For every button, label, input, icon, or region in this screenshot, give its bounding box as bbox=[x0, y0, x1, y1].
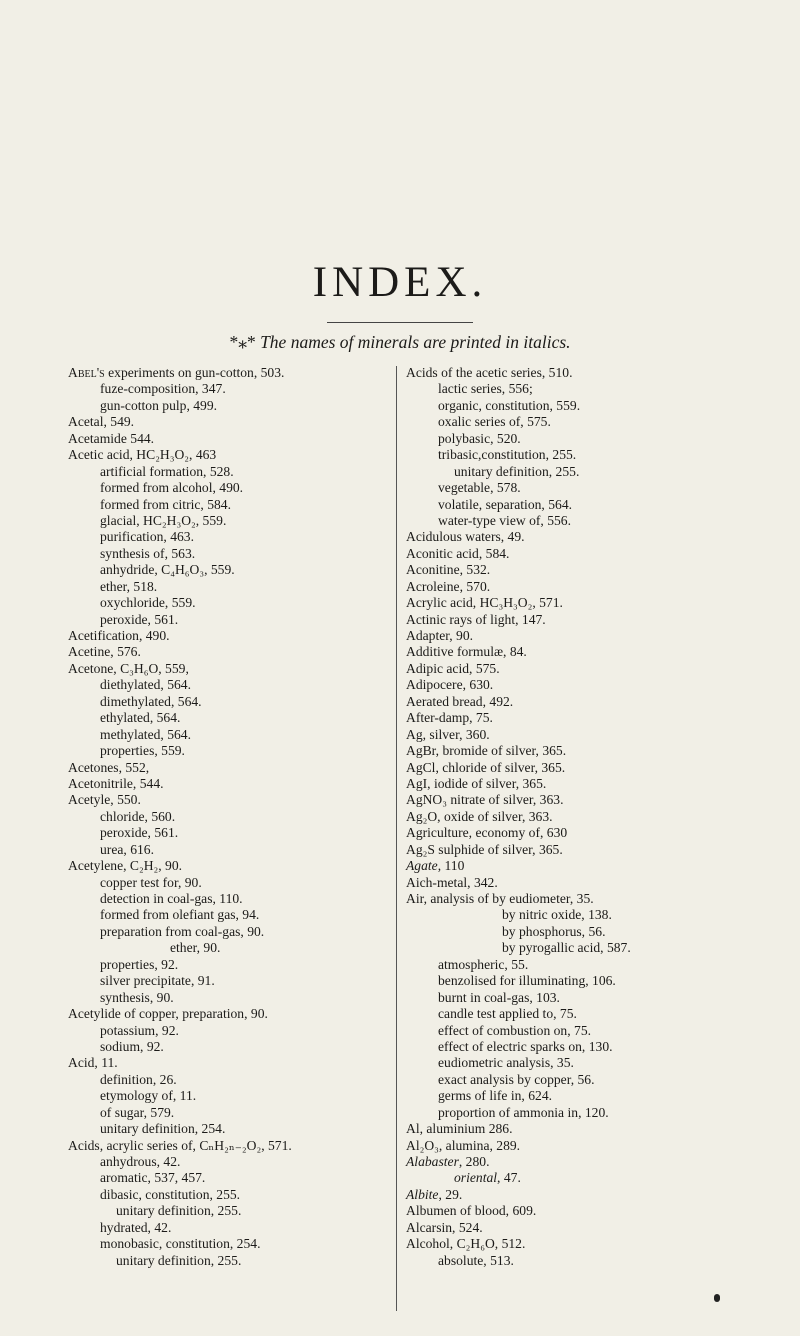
title-rule bbox=[327, 322, 473, 323]
index-entry: tribasic,constitution, 255. bbox=[438, 447, 577, 463]
index-entry: urea, 616. bbox=[100, 841, 154, 857]
index-entry: burnt in coal-gas, 103. bbox=[438, 989, 560, 1005]
index-entry: glacial, HC₂H₃O₂, 559. bbox=[100, 512, 227, 528]
index-entry: Aconitine, 532. bbox=[406, 562, 491, 578]
index-entry: Al, aluminium 286. bbox=[406, 1121, 513, 1137]
index-entry: Al₂O₃, alumina, 289. bbox=[406, 1137, 521, 1153]
index-entry: formed from olefiant gas, 94. bbox=[100, 907, 260, 923]
index-entry: synthesis, 90. bbox=[100, 989, 174, 1005]
index-entry: definition, 26. bbox=[100, 1071, 177, 1087]
index-entry: potassium, 92. bbox=[100, 1022, 179, 1038]
index-entry: oriental, 47. bbox=[454, 1170, 521, 1186]
index-entry: by phosphorus, 56. bbox=[502, 923, 606, 939]
index-column-right bbox=[406, 365, 746, 1269]
index-entry: Acetamide 544. bbox=[68, 430, 155, 446]
index-entry: candle test applied to, 75. bbox=[438, 1006, 577, 1022]
index-entry: diethylated, 564. bbox=[100, 677, 191, 693]
index-entry: copper test for, 90. bbox=[100, 874, 202, 890]
index-entry: fuze-composition, 347. bbox=[100, 381, 226, 397]
index-entry: unitary definition, 255. bbox=[116, 1252, 242, 1268]
index-entry: polybasic, 520. bbox=[438, 430, 521, 446]
index-entry: silver precipitate, 91. bbox=[100, 973, 215, 989]
index-entry: dibasic, constitution, 255. bbox=[100, 1186, 241, 1202]
index-entry: etymology of, 11. bbox=[100, 1088, 197, 1104]
index-entry: Acetic acid, HC₂H₃O₂, 463 bbox=[68, 447, 217, 463]
index-entry: Aich-metal, 342. bbox=[406, 874, 498, 890]
index-entry: AgNO₃ nitrate of silver, 363. bbox=[406, 792, 564, 808]
index-entry: Agate, 110 bbox=[406, 858, 465, 874]
index-entry: Air, analysis of by eudiometer, 35. bbox=[406, 891, 594, 906]
index-entry: Acidulous waters, 49. bbox=[406, 529, 525, 545]
index-entry: methylated, 564. bbox=[100, 726, 191, 742]
index-entry: peroxide, 561. bbox=[100, 611, 179, 627]
index-entry: absolute, 513. bbox=[438, 1252, 514, 1268]
index-entry: of sugar, 579. bbox=[100, 1104, 175, 1120]
index-entry: peroxide, 561. bbox=[100, 825, 179, 841]
index-entry: proportion of ammonia in, 120. bbox=[438, 1104, 609, 1120]
index-entry: unitary definition, 254. bbox=[100, 1121, 226, 1137]
index-entry: formed from citric, 584. bbox=[100, 496, 231, 512]
italics-note bbox=[0, 332, 800, 353]
index-entry: unitary definition, 255. bbox=[116, 1203, 242, 1219]
index-entry: Adapter, 90. bbox=[406, 628, 474, 643]
column-divider bbox=[396, 366, 397, 1311]
index-entry: Acetine, 576. bbox=[68, 644, 141, 660]
index-entry: atmospheric, 55. bbox=[438, 956, 529, 972]
index-entry: lactic series, 556; bbox=[438, 381, 533, 397]
index-entry: water-type view of, 556. bbox=[438, 512, 571, 528]
index-entry: anhydrous, 42. bbox=[100, 1154, 181, 1169]
index-entry: formed from alcohol, 490. bbox=[100, 480, 244, 496]
index-entry: hydrated, 42. bbox=[100, 1219, 172, 1235]
index-entry: After-damp, 75. bbox=[406, 710, 493, 726]
index-entry: Acrylic acid, HC₃H₃O₂, 571. bbox=[406, 595, 563, 611]
index-entry: Ag₂S sulphide of silver, 365. bbox=[406, 841, 563, 857]
index-entry: Adipic acid, 575. bbox=[406, 660, 500, 676]
index-entry: Alcohol, C₂H₆O, 512. bbox=[406, 1236, 526, 1252]
index-entry: ether, 90. bbox=[170, 940, 221, 956]
index-entry: Acids, acrylic series of, CₙH₂ₙ₋₂O₂, 571. bbox=[68, 1137, 292, 1153]
index-entry: monobasic, constitution, 254. bbox=[100, 1236, 261, 1252]
index-entry: Acids of the acetic series, 510. bbox=[406, 365, 573, 380]
index-entry: Actinic rays of light, 147. bbox=[406, 611, 546, 627]
index-entry: ethylated, 564. bbox=[100, 710, 181, 726]
index-entry: germs of life in, 624. bbox=[438, 1088, 553, 1104]
index-entry: oxychloride, 559. bbox=[100, 595, 196, 611]
index-entry: Alabaster, 280. bbox=[406, 1154, 490, 1169]
index-entry: properties, 92. bbox=[100, 956, 179, 972]
index-entry: Alcarsin, 524. bbox=[406, 1219, 483, 1235]
index-entry: benzolised for illuminating, 106. bbox=[438, 973, 616, 989]
index-entry: dimethylated, 564. bbox=[100, 693, 202, 709]
index-entry: AgBr, bromide of silver, 365. bbox=[406, 743, 567, 759]
index-entry: Ag₂O, oxide of silver, 363. bbox=[406, 808, 553, 824]
index-entry: Adipocere, 630. bbox=[406, 677, 494, 693]
index-entry: ether, 518. bbox=[100, 578, 158, 594]
page-title: INDEX. bbox=[312, 259, 488, 306]
index-entry: synthesis of, 563. bbox=[100, 545, 196, 561]
index-entry: AgI, iodide of silver, 365. bbox=[406, 775, 547, 791]
index-entry: Acroleine, 570. bbox=[406, 578, 491, 594]
index-entry: anhydride, C₄H₆O₃, 559. bbox=[100, 562, 235, 578]
index-entry: Ag, silver, 360. bbox=[406, 726, 490, 742]
index-entry: Agriculture, economy of, 630 bbox=[406, 825, 568, 841]
index-entry: Aconitic acid, 584. bbox=[406, 545, 510, 561]
index-entry: chloride, 560. bbox=[100, 808, 176, 824]
index-entry: purification, 463. bbox=[100, 529, 195, 545]
index-entry: Acid, 11. bbox=[68, 1055, 118, 1071]
index-entry: volatile, separation, 564. bbox=[438, 496, 573, 512]
index-entry: Aerated bread, 492. bbox=[406, 693, 514, 709]
index-entry: sodium, 92. bbox=[100, 1038, 164, 1054]
index-entry: by pyrogallic acid, 587. bbox=[502, 940, 631, 956]
index-entry: artificial formation, 528. bbox=[100, 463, 234, 479]
ink-mark bbox=[714, 1294, 720, 1302]
index-entry: Abel's experiments on gun-cotton, 503. bbox=[68, 365, 285, 380]
italics-note-text: The names of minerals are printed in italics. bbox=[260, 332, 571, 352]
index-entry: Albite, 29. bbox=[406, 1186, 463, 1202]
index-entry: vegetable, 578. bbox=[438, 480, 521, 496]
index-entry: organic, constitution, 559. bbox=[438, 397, 581, 413]
index-entry: detection in coal-gas, 110. bbox=[100, 891, 243, 906]
index-entry: Acetal, 549. bbox=[68, 414, 135, 430]
index-column-left bbox=[68, 365, 394, 1269]
index-entry: eudiometric analysis, 35. bbox=[438, 1055, 574, 1071]
index-entry: properties, 559. bbox=[100, 743, 185, 759]
index-entry: Acetyle, 550. bbox=[68, 792, 141, 808]
index-entry: effect of electric sparks on, 130. bbox=[438, 1038, 613, 1054]
index-entry: exact analysis by copper, 56. bbox=[438, 1071, 595, 1087]
index-entry: preparation from coal-gas, 90. bbox=[100, 923, 265, 939]
index-entry: unitary definition, 255. bbox=[454, 463, 580, 479]
index-entry: Albumen of blood, 609. bbox=[406, 1203, 537, 1219]
index-entry: Acetones, 552, bbox=[68, 759, 150, 775]
index-entry: aromatic, 537, 457. bbox=[100, 1170, 206, 1186]
index-entry: Acetylide of copper, preparation, 90. bbox=[68, 1006, 268, 1022]
index-entry: oxalic series of, 575. bbox=[438, 414, 551, 430]
index-entry: Acetone, C₃H₆O, 559, bbox=[68, 660, 189, 676]
index-entry: gun-cotton pulp, 499. bbox=[100, 397, 218, 413]
index-entry: Additive formulæ, 84. bbox=[406, 644, 527, 660]
asterism: *⁎* bbox=[229, 332, 256, 352]
index-entry: Acetonitrile, 544. bbox=[68, 775, 164, 791]
index-entry: Acetylene, C₂H₂, 90. bbox=[68, 858, 183, 874]
index-entry: Acetification, 490. bbox=[68, 628, 170, 643]
index-entry: AgCl, chloride of silver, 365. bbox=[406, 759, 566, 775]
index-entry: by nitric oxide, 138. bbox=[502, 907, 612, 923]
index-entry: effect of combustion on, 75. bbox=[438, 1022, 592, 1038]
